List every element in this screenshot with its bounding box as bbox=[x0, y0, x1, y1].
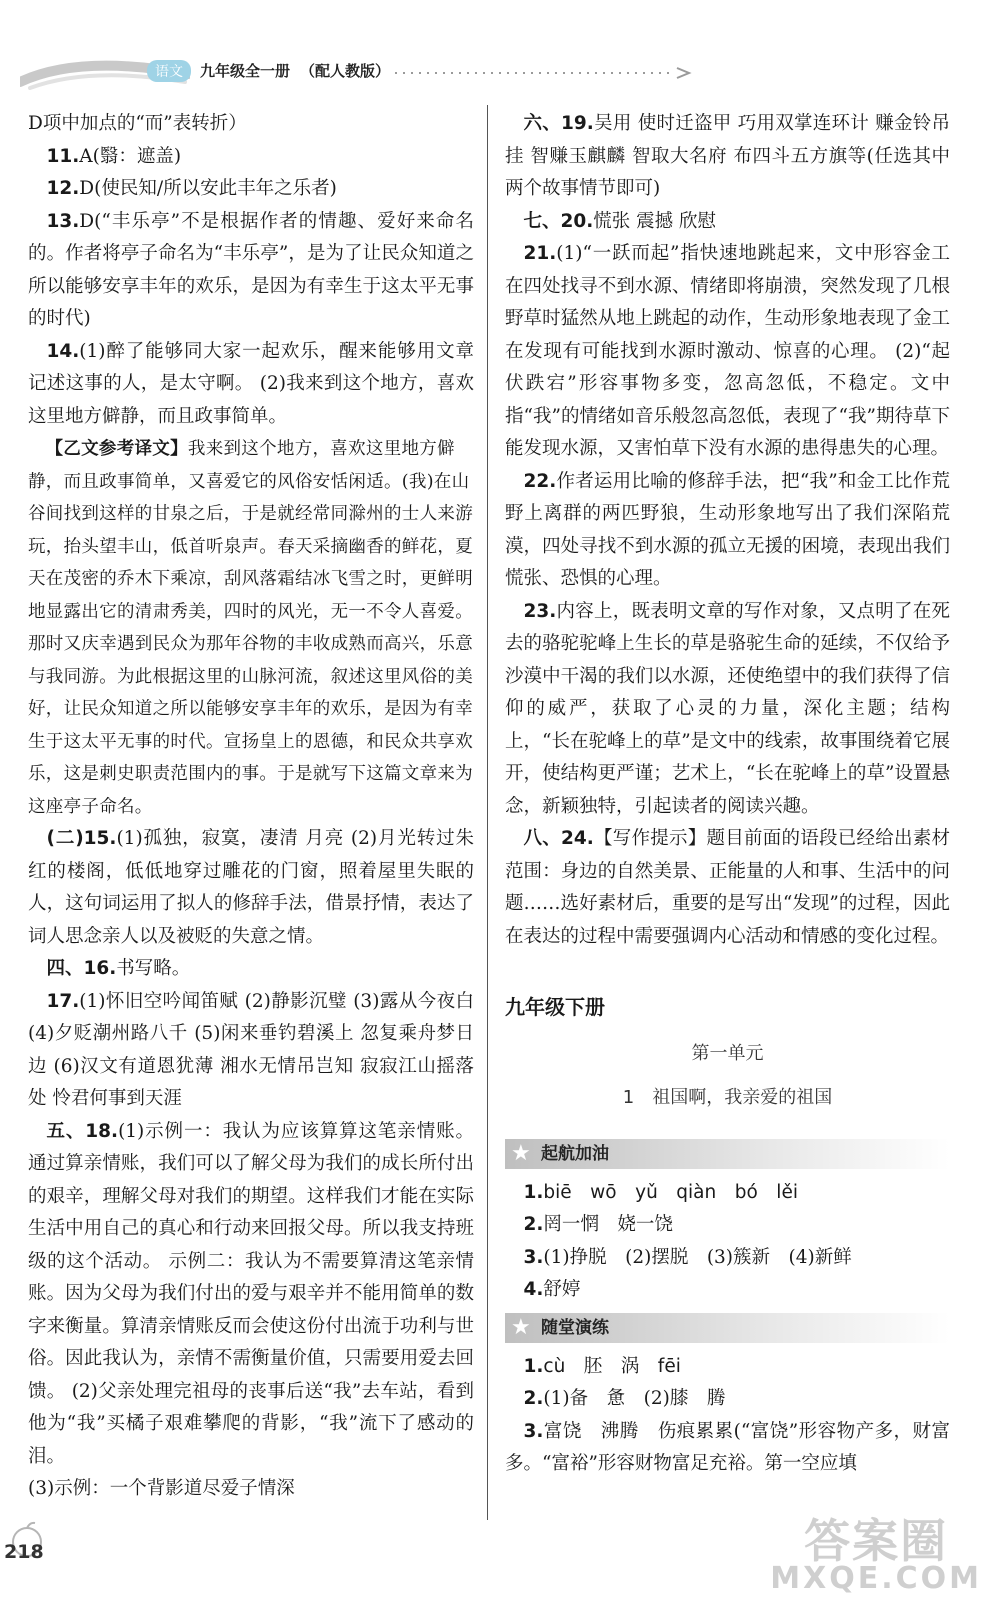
item-text: D(“丰乐亭”不是根据作者的情趣、爱好来命名的。作者将亭子命名为“丰乐亭”，是为了让民众知道之所以能够安享丰年的欢乐，是因为有幸生于这太平无事的时代) bbox=[28, 210, 474, 329]
answer-item bbox=[505, 1209, 950, 1242]
item-text: (3)示例：一个背影道尽爱子情深 bbox=[28, 1478, 295, 1499]
answer-item bbox=[28, 108, 474, 141]
warmup-answer-list bbox=[505, 1177, 950, 1307]
item-text: 作者运用比喻的修辞手法，把“我”和金工比作荒野上离群的两匹野狼，生动形象地写出了我们深陷荒漠，四处寻找不到水源的孤立无援的困境，表现出我们慌张、恐惧的心理。 bbox=[505, 470, 950, 589]
item-number: 21. bbox=[523, 243, 557, 264]
left-answer-list-2 bbox=[28, 823, 474, 1506]
answer-item bbox=[505, 1416, 950, 1481]
left-answer-list bbox=[28, 108, 474, 433]
answer-item bbox=[505, 1383, 950, 1416]
answer-item bbox=[505, 206, 950, 239]
grade-title: 九年级全一册 bbox=[200, 62, 291, 80]
dotted-arrow-decoration bbox=[395, 66, 695, 80]
unit-title: 第一单元 bbox=[691, 1042, 764, 1064]
answer-item bbox=[28, 173, 474, 206]
reference-label: 【乙文参考译文】 bbox=[45, 439, 188, 459]
section-title: 九年级下册 bbox=[505, 995, 605, 1019]
page-header bbox=[0, 0, 996, 100]
section-bar-practice bbox=[505, 1313, 950, 1343]
item-text: (1)怀旧空吟闻笛赋 (2)静影沉璧 (3)露从今夜白 (4)夕贬潮州路八千 (5)闲来垂钓碧溪上 忽复乘舟梦日边 (6)汉文有道恩犹薄 湘水无情吊岂知 寂寂江山摇落处 怜君何事到天涯 bbox=[28, 990, 474, 1109]
item-text: D项中加点的“而”表转折） bbox=[28, 113, 247, 134]
star-icon: ★ bbox=[511, 1314, 531, 1340]
bar-label: 起航加油 bbox=[541, 1143, 609, 1164]
item-number: 11. bbox=[46, 145, 80, 167]
item-number: 2. bbox=[523, 1214, 544, 1235]
section-bar-warmup bbox=[505, 1139, 950, 1169]
answer-item bbox=[28, 823, 474, 953]
answer-item bbox=[28, 1473, 474, 1506]
edition-label: （配人教版） bbox=[300, 62, 391, 80]
item-number: 1. bbox=[523, 1181, 544, 1203]
item-number: 四、16. bbox=[46, 958, 117, 979]
bar-label: 随堂演练 bbox=[541, 1317, 609, 1338]
item-text: A(翳：遮盖) bbox=[79, 145, 182, 167]
answer-item bbox=[505, 108, 950, 206]
answer-item bbox=[28, 206, 474, 336]
item-number: 3. bbox=[523, 1420, 544, 1442]
item-number: 13. bbox=[46, 210, 80, 232]
item-text: D(使民知/所以安此丰年之乐者) bbox=[79, 178, 337, 199]
item-number: 1. bbox=[523, 1355, 544, 1377]
item-text: 罔一惘 娆一饶 bbox=[543, 1214, 673, 1235]
answer-item bbox=[28, 336, 474, 434]
item-number: 12. bbox=[46, 178, 80, 199]
item-text: (1)孤独，寂寞，凄清 月亮 (2)月光转过朱红的楼阁，低低地穿过雕花的门窗，照着屋里失眠的人，这句词运用了拟人的修辞手法，借景抒情，表达了词人思念亲人以及被贬的失意之情。 bbox=[28, 828, 474, 947]
item-number: (二)15. bbox=[46, 828, 117, 849]
watermark-logo: 答案圈 MXQE.COM bbox=[770, 1514, 982, 1596]
left-column bbox=[28, 108, 474, 1506]
item-number: 4. bbox=[523, 1279, 544, 1300]
right-column bbox=[505, 108, 950, 1481]
item-number: 17. bbox=[46, 990, 80, 1012]
item-number: 六、19. bbox=[523, 113, 594, 134]
item-text: 内容上，既表明文章的写作对象，又点明了在死去的骆驼驼峰上生长的草是骆驼生命的延续，不仅给予沙漠中干渴的我们以水源，还使绝望中的我们获得了信仰的威严，获取了心灵的力量，深化主题；结构上，“长在驼峰上的草”是文中的线索，故事围绕着它展开，使结构更严谨；艺术上，“长在驼峰上的草”设置悬念，新颖独特，引起读者的阅读兴趣。 bbox=[505, 600, 950, 817]
item-text: (1)醉了能够同大家一起欢乐，醒来能够用文章记述这事的人，是太守啊。 (2)我来到这个地方，喜欢这里地方僻静，而且政事简单。 bbox=[28, 340, 474, 427]
item-text: biē wō yǔ qiàn bó lěi bbox=[543, 1181, 798, 1203]
column-divider bbox=[487, 105, 488, 1520]
answer-item bbox=[505, 1177, 950, 1210]
answer-item bbox=[505, 238, 950, 466]
item-number: 八、24. bbox=[523, 828, 594, 849]
right-answer-list bbox=[505, 108, 950, 953]
item-text: 慌张 震撼 欣慰 bbox=[593, 210, 717, 232]
reference-text: 我来到这个地方，喜欢这里地方僻静，而且政事简单，又喜爱它的风俗安恬闲适。(我)在山谷间找到这样的甘泉之后，于是就经常同滁州的士人来游玩，抬头望丰山，低首听泉声。春天采摘幽香的鲜花，夏天在茂密的乔木下乘凉，刮风落霜结冰飞雪之时，更鲜明地显露出它的清肃秀美，四时的风光，无一不令人喜爱。那时又庆幸遇到民众为那年谷物的丰收成熟而高兴，乐意与我同游。为此根据这里的山脉河流，叙述这里风俗的美好，让民众知道之所以能够安享丰年的欢乐，是因为有幸生于这太平无事的时代。宣扬皇上的恩德，和民众共享欢乐，这是刺史职责范围内的事。于是就写下这篇文章来为这座亭子命名。 bbox=[28, 439, 473, 817]
practice-answer-list bbox=[505, 1351, 950, 1481]
lesson-title: 1 祖国啊，我亲爱的祖国 bbox=[622, 1087, 833, 1108]
page-number: 218 bbox=[4, 1541, 44, 1563]
item-text: 书写略。 bbox=[116, 958, 191, 979]
answer-item bbox=[505, 466, 950, 596]
item-number: 22. bbox=[523, 470, 557, 492]
answer-item bbox=[28, 953, 474, 986]
answer-item bbox=[28, 1116, 474, 1474]
item-text: 富饶 沸腾 伤痕累累(“富饶”形容物产多，财富多。“富裕”形容财物富足充裕。第一空应填 bbox=[505, 1420, 950, 1474]
item-text: 吴用 使时迁盗甲 巧用双掌连环计 赚金铃吊挂 智赚玉麒麟 智取大名府 布四斗五方旗等(任选其中两个故事情节即可) bbox=[505, 113, 950, 199]
answer-item bbox=[505, 823, 950, 953]
item-text: cù 胚 涡 fēi bbox=[543, 1355, 681, 1377]
item-text: (1)示例一：我认为应该算算这笔亲情账。通过算亲情账，我们可以了解父母为我们的成长所付出的艰辛，理解父母对我们的期望。这样我们才能在实际生活中用自己的真心和行动来回报父母。所以我支持班级的这个活动。 示例二：我认为不需要算清这笔亲情账。因为父母为我们付出的爱与艰辛并不能用简单的数字来衡量。算清亲情账反而会使这份付出流于功利与世俗。因此我认为，亲情不需衡量价值，只需要用爱去回馈。 (2)父亲处理完祖母的丧事后送“我”去车站，看到他为“我”买橘子艰难攀爬的背影，“我”流下了感动的泪。 bbox=[28, 1120, 474, 1467]
item-text: 【写作提示】题目前面的语段已经给出素材范围：身边的自然美景、正能量的人和事、生活中的问题……选好素材后，重要的是写出“发现”的过程，因此在表达的过程中需要强调内心活动和情感的变化过程。 bbox=[505, 828, 950, 947]
item-number: 23. bbox=[523, 600, 557, 622]
answer-item bbox=[505, 596, 950, 824]
reference-translation bbox=[28, 433, 474, 823]
item-text: 舒婷 bbox=[543, 1279, 581, 1300]
item-number: 七、20. bbox=[523, 210, 594, 232]
answer-item bbox=[505, 1242, 950, 1275]
item-text: (1)备 惫 (2)膝 腾 bbox=[543, 1388, 726, 1409]
answer-item bbox=[505, 1351, 950, 1384]
item-number: 14. bbox=[46, 340, 80, 362]
item-text: (1)“一跃而起”指快速地跳起来，文中形容金工在四处找寻不到水源、情绪即将崩溃，突然发现了几根野草时猛然从地上跳起的动作，生动形象地表现了金工在发现有可能找到水源时激动、惊喜的心理。 (2)“起伏跌宕”形容事物多变，忽高忽低，不稳定。文中指“我”的情绪如音乐般忽高忽低，表现了“我”期待草下能发现水源，又害怕草下没有水源的患得患失的心理。 bbox=[505, 243, 950, 459]
subject-badge: 语文 bbox=[147, 60, 191, 82]
answer-item bbox=[28, 141, 474, 174]
item-number: 3. bbox=[523, 1246, 544, 1268]
item-text: (1)挣脱 (2)摆脱 (3)簇新 (4)新鲜 bbox=[543, 1246, 852, 1268]
item-number: 2. bbox=[523, 1388, 544, 1409]
item-number: 五、18. bbox=[46, 1120, 119, 1142]
answer-item bbox=[505, 1274, 950, 1307]
answer-item bbox=[28, 986, 474, 1116]
star-icon: ★ bbox=[511, 1140, 531, 1166]
